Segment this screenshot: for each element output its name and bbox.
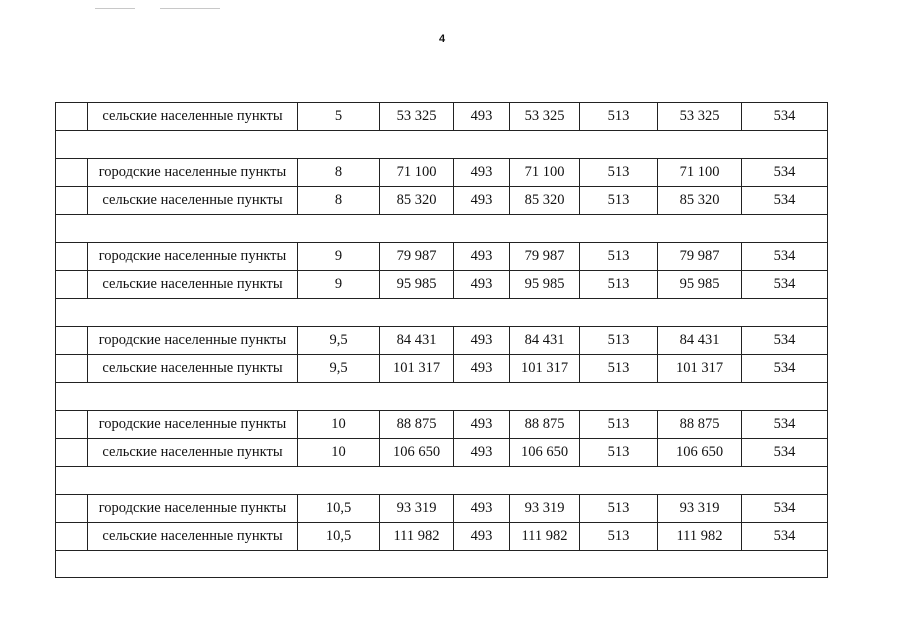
code-cell: 513 (580, 439, 658, 467)
code-cell: 493 (454, 439, 510, 467)
code-cell: 513 (580, 187, 658, 215)
index-cell (56, 187, 88, 215)
amount-cell: 71 100 (510, 159, 580, 187)
settlement-type-cell: сельские населенные пункты (88, 523, 298, 551)
table-row (56, 495, 828, 523)
code-cell: 493 (454, 411, 510, 439)
code-cell: 534 (742, 271, 828, 299)
table-spacer-row (56, 551, 828, 578)
amount-cell: 93 319 (510, 495, 580, 523)
code-cell: 493 (454, 187, 510, 215)
settlement-type-cell: городские населенные пункты (88, 159, 298, 187)
code-cell: 513 (580, 327, 658, 355)
code-cell: 493 (454, 327, 510, 355)
table-row (56, 271, 828, 299)
table-row (56, 159, 828, 187)
amount-cell: 79 987 (510, 243, 580, 271)
spacer-cell (56, 215, 828, 243)
table-spacer-row (56, 383, 828, 411)
norm-value-cell: 10,5 (298, 523, 380, 551)
norm-value-cell: 10 (298, 411, 380, 439)
amount-cell: 101 317 (658, 355, 742, 383)
table-spacer-row (56, 131, 828, 159)
settlement-type-cell: городские населенные пункты (88, 243, 298, 271)
settlement-type-cell: сельские населенные пункты (88, 187, 298, 215)
amount-cell: 106 650 (510, 439, 580, 467)
amount-cell: 111 982 (380, 523, 454, 551)
index-cell (56, 327, 88, 355)
amount-cell: 88 875 (658, 411, 742, 439)
code-cell: 493 (454, 523, 510, 551)
code-cell: 493 (454, 103, 510, 131)
norm-value-cell: 8 (298, 159, 380, 187)
amount-cell: 79 987 (380, 243, 454, 271)
amount-cell: 106 650 (380, 439, 454, 467)
scan-artifact (160, 8, 220, 9)
amount-cell: 93 319 (658, 495, 742, 523)
scan-artifact (95, 8, 135, 9)
index-cell (56, 439, 88, 467)
code-cell: 534 (742, 523, 828, 551)
amount-cell: 85 320 (380, 187, 454, 215)
code-cell: 534 (742, 243, 828, 271)
amount-cell: 101 317 (510, 355, 580, 383)
norm-value-cell: 9 (298, 271, 380, 299)
amount-cell: 88 875 (510, 411, 580, 439)
table-row (56, 411, 828, 439)
spacer-cell (56, 551, 828, 578)
page-number: 4 (438, 33, 446, 45)
amount-cell: 84 431 (658, 327, 742, 355)
table-spacer-row (56, 215, 828, 243)
table-row (56, 439, 828, 467)
settlement-type-cell: сельские населенные пункты (88, 103, 298, 131)
code-cell: 513 (580, 523, 658, 551)
spacer-cell (56, 467, 828, 495)
amount-cell: 79 987 (658, 243, 742, 271)
settlement-type-cell: сельские населенные пункты (88, 355, 298, 383)
amount-cell: 106 650 (658, 439, 742, 467)
code-cell: 493 (454, 271, 510, 299)
amount-cell: 71 100 (380, 159, 454, 187)
code-cell: 534 (742, 327, 828, 355)
amount-cell: 84 431 (510, 327, 580, 355)
table-row (56, 243, 828, 271)
code-cell: 513 (580, 495, 658, 523)
table-row (56, 327, 828, 355)
spacer-cell (56, 131, 828, 159)
amount-cell: 84 431 (380, 327, 454, 355)
amount-cell: 95 985 (658, 271, 742, 299)
amount-cell: 93 319 (380, 495, 454, 523)
norm-value-cell: 10,5 (298, 495, 380, 523)
code-cell: 513 (580, 355, 658, 383)
code-cell: 493 (454, 355, 510, 383)
settlement-type-cell: сельские населенные пункты (88, 271, 298, 299)
table-spacer-row (56, 467, 828, 495)
norm-value-cell: 9,5 (298, 355, 380, 383)
spacer-cell (56, 383, 828, 411)
index-cell (56, 103, 88, 131)
settlement-type-cell: городские населенные пункты (88, 495, 298, 523)
table-body (56, 103, 828, 578)
amount-cell: 101 317 (380, 355, 454, 383)
code-cell: 493 (454, 159, 510, 187)
index-cell (56, 271, 88, 299)
code-cell: 493 (454, 495, 510, 523)
table-row (56, 523, 828, 551)
table-row (56, 103, 828, 131)
index-cell (56, 159, 88, 187)
amount-cell: 53 325 (658, 103, 742, 131)
norm-value-cell: 9,5 (298, 327, 380, 355)
index-cell (56, 243, 88, 271)
code-cell: 534 (742, 495, 828, 523)
amount-cell: 88 875 (380, 411, 454, 439)
table-row (56, 187, 828, 215)
settlement-type-cell: сельские населенные пункты (88, 439, 298, 467)
code-cell: 513 (580, 103, 658, 131)
settlement-type-cell: городские населенные пункты (88, 411, 298, 439)
code-cell: 534 (742, 159, 828, 187)
code-cell: 513 (580, 271, 658, 299)
code-cell: 534 (742, 355, 828, 383)
code-cell: 534 (742, 103, 828, 131)
index-cell (56, 355, 88, 383)
norm-value-cell: 9 (298, 243, 380, 271)
index-cell (56, 523, 88, 551)
amount-cell: 53 325 (380, 103, 454, 131)
table-row (56, 355, 828, 383)
norm-value-cell: 10 (298, 439, 380, 467)
settlement-type-cell: городские населенные пункты (88, 327, 298, 355)
table-spacer-row (56, 299, 828, 327)
code-cell: 534 (742, 439, 828, 467)
amount-cell: 95 985 (380, 271, 454, 299)
amount-cell: 111 982 (658, 523, 742, 551)
spacer-cell (56, 299, 828, 327)
norm-value-cell: 5 (298, 103, 380, 131)
norm-value-cell: 8 (298, 187, 380, 215)
amount-cell: 53 325 (510, 103, 580, 131)
code-cell: 513 (580, 243, 658, 271)
index-cell (56, 411, 88, 439)
amount-cell: 85 320 (658, 187, 742, 215)
index-cell (56, 495, 88, 523)
rates-table (55, 102, 828, 578)
amount-cell: 111 982 (510, 523, 580, 551)
code-cell: 493 (454, 243, 510, 271)
code-cell: 513 (580, 159, 658, 187)
code-cell: 534 (742, 187, 828, 215)
amount-cell: 85 320 (510, 187, 580, 215)
amount-cell: 95 985 (510, 271, 580, 299)
code-cell: 513 (580, 411, 658, 439)
code-cell: 534 (742, 411, 828, 439)
amount-cell: 71 100 (658, 159, 742, 187)
